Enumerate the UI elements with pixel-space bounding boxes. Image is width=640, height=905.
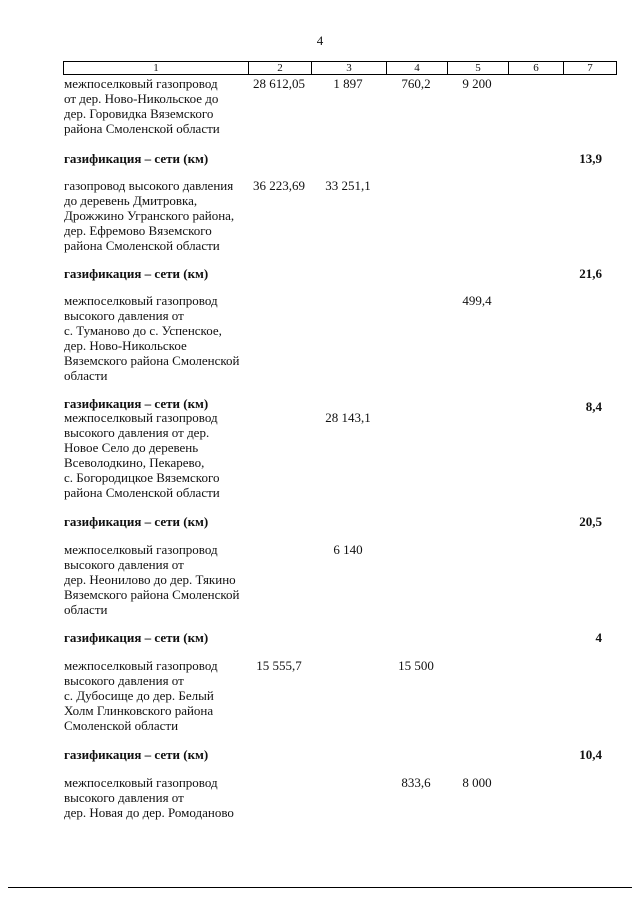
bottom-divider [8, 887, 632, 888]
col4-value: 833,6 [401, 775, 431, 790]
col3-value: 6 140 [333, 542, 363, 557]
col5-value: 9 200 [462, 76, 492, 91]
gasification-value: 10,4 [579, 747, 602, 762]
project-description: межпоселковый газопровод высокого давления от дер. Новая до дер. Ромоданово [64, 775, 234, 820]
gasification-label: газификация – сети (км) [64, 266, 209, 281]
gasification-value: 8,4 [585, 399, 602, 414]
gasification-label: газификация – сети (км) [64, 630, 209, 645]
project-description: межпоселковый газопровод от дер. Ново-Никольское до дер. Горовидка Вяземского района Смоленской области [64, 76, 220, 136]
project-description: межпоселковый газопровод высокого давления от с. Туманово до с. Успенское, дер. Ново-Никольское Вяземского района Смоленской области [64, 293, 240, 383]
gasification-label: газификация – сети (км) [64, 514, 209, 529]
header-col-5: 5 [448, 62, 509, 75]
col4-value: 15 500 [398, 658, 434, 673]
project-description: межпоселковый газопровод высокого давления от дер. Неонилово до дер. Тякино Вяземского района Смоленской области [64, 542, 240, 617]
project-description: межпоселковый газопровод высокого давления от с. Дубосище до дер. Белый Холм Глинковского района Смоленской области [64, 658, 218, 733]
gasification-label: газификация – сети (км) [64, 747, 209, 762]
project-description: межпоселковый газопровод высокого давления от дер. Новое Село до деревень Всеволодкино, Пекарево, с. Богородицкое Вяземского района Смоленской области [64, 410, 220, 500]
gasification-label: газификация – сети (км) [64, 396, 209, 411]
gasification-value: 4 [595, 630, 602, 645]
gasification-value: 21,6 [579, 266, 602, 281]
col3-value: 33 251,1 [325, 178, 371, 193]
col3-value: 1 897 [333, 76, 363, 91]
header-col-2: 2 [249, 62, 312, 75]
header-col-4: 4 [387, 62, 448, 75]
header-col-6: 6 [509, 62, 564, 75]
project-description: газопровод высокого давления до деревень Дмитровка, Дрожжино Угранского района, дер. Ефремово Вяземского района Смоленской области [64, 178, 235, 253]
header-col-7: 7 [564, 62, 617, 75]
gasification-label: газификация – сети (км) [64, 151, 209, 166]
col2-value: 15 555,7 [256, 658, 302, 673]
header-col-3: 3 [312, 62, 387, 75]
col2-value: 28 612,05 [253, 76, 305, 91]
gasification-value: 20,5 [579, 514, 602, 529]
page-number: 4 [316, 33, 324, 48]
col2-value: 36 223,69 [253, 178, 305, 193]
gasification-value: 13,9 [579, 151, 602, 166]
header-col-1: 1 [64, 62, 249, 75]
col4-value: 760,2 [401, 76, 431, 91]
column-number-header [63, 61, 617, 75]
col5-value: 499,4 [462, 293, 492, 308]
col5-value: 8 000 [462, 775, 492, 790]
col3-value: 28 143,1 [325, 410, 371, 425]
